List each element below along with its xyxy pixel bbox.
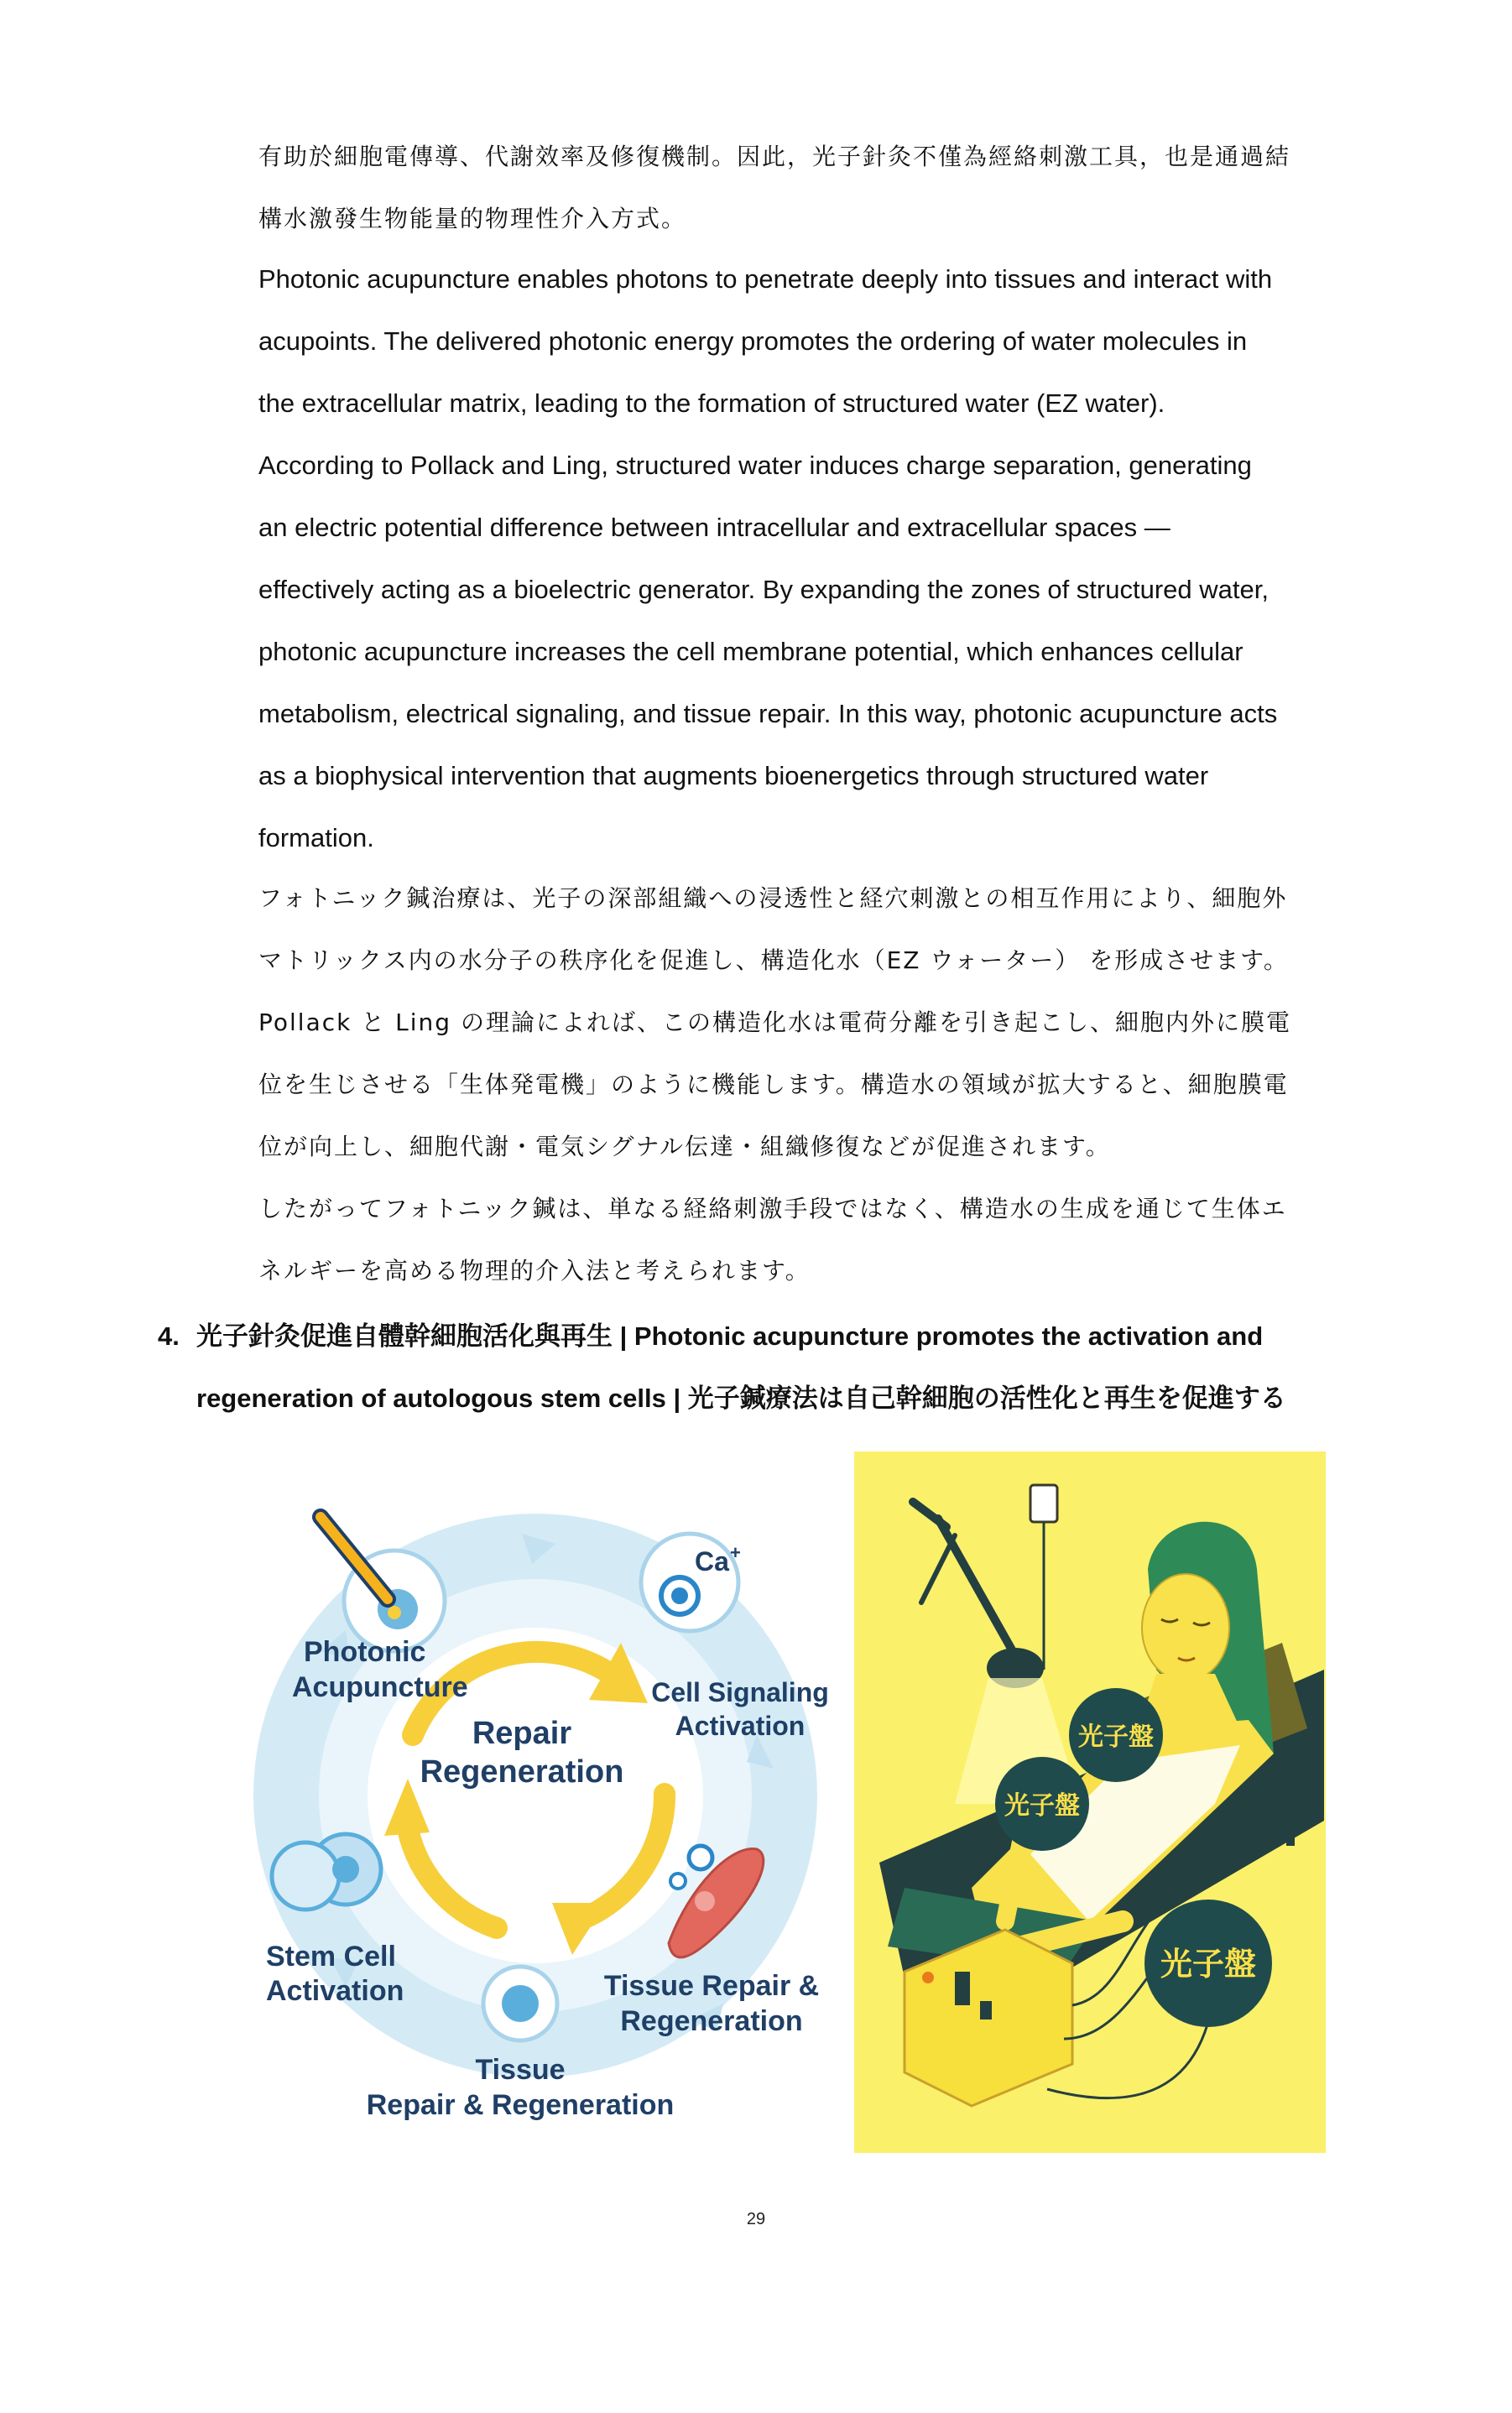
heading-line: regeneration of autologous stem cells | 光子鍼療法は自己幹細胞の活性化と再生を促進する: [196, 1384, 1286, 1413]
text-line: フォトニック鍼治療は、光子の深部組織への浸透性と経穴刺激との相互作用により、細胞外: [258, 884, 1288, 912]
calcium-charge: +: [730, 1542, 741, 1563]
device-led-icon: [922, 1972, 934, 1983]
page-number: 29: [746, 2210, 766, 2228]
stem-label-line2: Activation: [266, 1975, 404, 2007]
calcium-label: Ca: [695, 1546, 729, 1577]
fiber-nucleus: [695, 1891, 715, 1911]
text-line: formation.: [258, 823, 374, 852]
photonic-label-line1: Photonic: [304, 1636, 426, 1668]
paragraph-english: [258, 248, 1349, 869]
tissue-right-label-line1: Tissue Repair &: [603, 1970, 820, 2002]
text-line: the extracellular matrix, leading to the formation of structured water (EZ water).: [258, 388, 1165, 418]
text-line: effectively acting as a bioelectric generator. By expanding the zones of structured water,: [258, 575, 1269, 604]
text-line: Pollack と Ling の理論によれば、この構造化水は電荷分離を引き起こし、細胞内外に膜電: [258, 1008, 1291, 1036]
paragraph-japanese: [258, 868, 1349, 1302]
regeneration-cycle-figure: [220, 1483, 851, 2142]
section-heading: [158, 1306, 1467, 1430]
text-line: ネルギーを高める物理的介入法と考えられます。: [258, 1257, 811, 1285]
signaling-label-line1: Cell Signaling: [651, 1677, 829, 1707]
text-line: as a biophysical intervention that augments bioenergetics through structured water: [258, 761, 1209, 790]
center-label-line1: Repair: [472, 1716, 572, 1751]
center-label-line2: Regeneration: [420, 1754, 624, 1790]
text-line: an electric potential difference between intracellular and extracellular spaces —: [258, 513, 1170, 542]
heading-line: [158, 1306, 1467, 1368]
tissue-bottom-label-line2: Repair & Regeneration: [366, 2089, 675, 2121]
tissue-bottom-label-line1: Tissue: [475, 2054, 566, 2086]
stem-label-line1: Stem Cell: [266, 1941, 396, 1973]
text-line: metabolism, electrical signaling, and tissue repair. In this way, photonic acupuncture acts: [258, 699, 1278, 728]
acupuncture-point: [388, 1606, 401, 1619]
tissue-right-label-line2: Regeneration: [620, 2005, 803, 2037]
photon-pad-label: 光子盤: [1160, 1946, 1257, 1983]
device-port-icon: [980, 2001, 992, 2020]
text-line: Photonic acupuncture enables photons to penetrate deeply into tissues and interact with: [258, 264, 1273, 294]
text-line: photonic acupuncture increases the cell membrane potential, which enhances cellular: [258, 637, 1243, 666]
patient-illustration: [854, 1451, 1326, 2153]
bubble-icon: [670, 1874, 686, 1889]
heading-text: 光子針灸促進自體幹細胞活化與再生 | Photonic acupuncture promotes the activation and: [196, 1321, 1264, 1351]
stem-cell-icon: [272, 1842, 339, 1910]
photon-pad-label: 光子盤: [1004, 1791, 1080, 1821]
section-number: 4.: [158, 1321, 180, 1351]
face: [1142, 1574, 1229, 1681]
tissue-cell-nucleus: [502, 1985, 539, 2022]
wall-outlet-icon: [1030, 1485, 1057, 1522]
photonic-label-line2: Acupuncture: [292, 1671, 468, 1703]
bubble-icon: [689, 1846, 712, 1869]
paragraph-chinese: [258, 126, 1349, 250]
text-line: According to Pollack and Ling, structured water induces charge separation, generating: [258, 451, 1252, 480]
text-line: 位を生じさせる「生体発電機」のように機能します。構造水の領域が拡大すると、細胞膜電: [258, 1071, 1289, 1098]
signaling-dot: [671, 1587, 688, 1604]
signaling-label-line2: Activation: [675, 1711, 806, 1741]
text-line: 位が向上し、細胞代謝・電気シグナル伝達・組織修復などが促進されます。: [258, 1133, 1111, 1160]
text-line: 構水激發生物能量的物理性介入方式。: [258, 205, 687, 232]
text-line: マトリックス内の水分子の秩序化を促進し、構造化水（EZ ウォーター） を形成させます。: [258, 946, 1289, 974]
photon-pad-label: 光子盤: [1078, 1722, 1154, 1752]
stem-cell-nucleus: [332, 1856, 359, 1883]
text-line: したがってフォトニック鍼は、単なる経絡刺激手段ではなく、構造水の生成を通じて生体エ: [258, 1195, 1287, 1222]
text-line: acupoints. The delivered photonic energy promotes the ordering of water molecules in: [258, 326, 1248, 356]
device-port-icon: [955, 1972, 970, 2005]
text-line: 有助於細胞電傳導、代謝效率及修復機制。因此，光子針灸不僅為經絡刺激工具，也是通過結: [258, 143, 1291, 170]
